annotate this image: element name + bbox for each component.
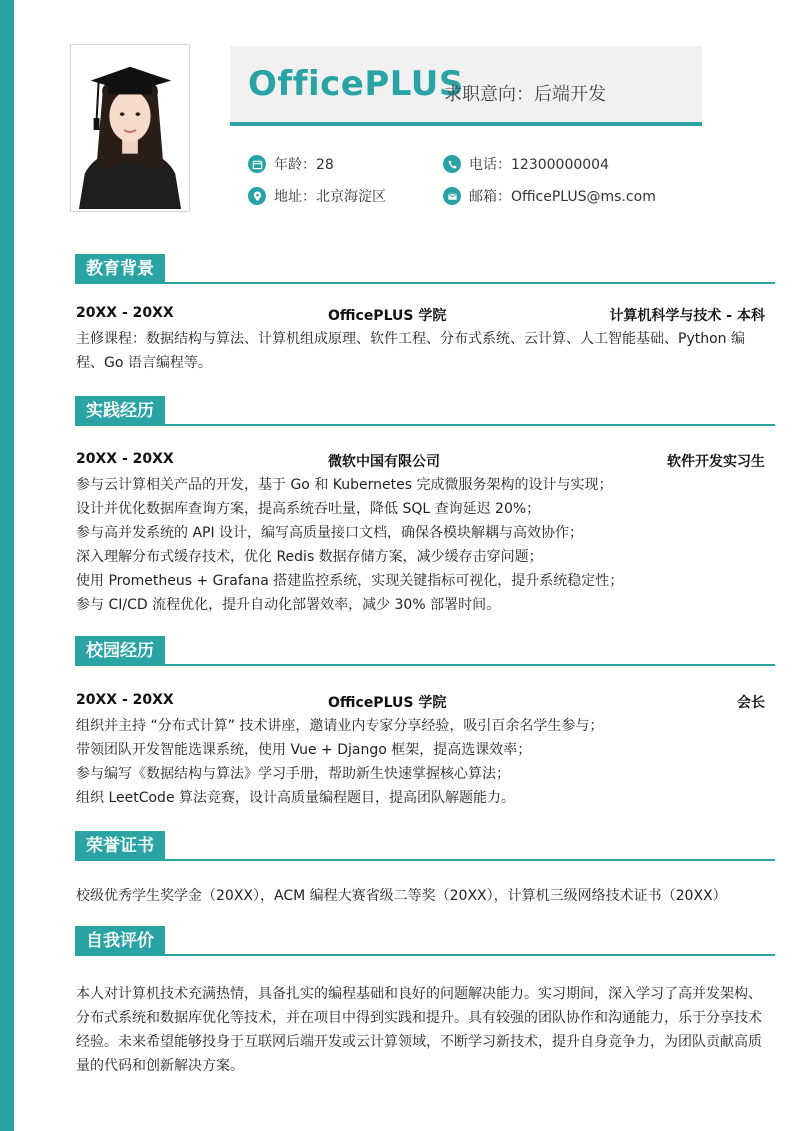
practice-company: 微软中国有限公司 — [328, 454, 440, 470]
mail-icon — [443, 187, 461, 205]
list-item: 设计并优化数据库查询方案，提高系统吞吐量，降低 SQL 查询延迟 20%； — [76, 501, 541, 517]
list-item: 参与编写《数据结构与算法》学习手册，帮助新生快速掌握核心算法； — [76, 766, 510, 782]
education-period: 20XX - 20XX — [76, 305, 174, 321]
phone-icon — [443, 155, 461, 173]
contact-address — [248, 186, 386, 206]
contact-email — [443, 186, 656, 206]
location-icon — [248, 187, 266, 205]
list-item: 参与云计算相关产品的开发，基于 Go 和 Kubernetes 完成微服务架构的设计与实现； — [76, 477, 613, 493]
campus-list — [76, 714, 766, 810]
campus-org: OfficePLUS 学院 — [328, 695, 447, 711]
contact-age — [248, 154, 334, 174]
list-item: 组织并主持 “分布式计算” 技术讲座，邀请业内专家分享经验，吸引百余名学生参与； — [76, 718, 604, 734]
contact-phone-text: 电话：12300000004 — [469, 157, 609, 173]
practice-role: 软件开发实习生 — [667, 454, 765, 470]
section-divider — [75, 282, 775, 284]
calendar-icon — [248, 155, 266, 173]
education-courses: 主修课程：数据结构与算法、计算机组成原理、软件工程、分布式系统、云计算、人工智能基础、Python 编程、Go 语言编程等。 — [76, 331, 745, 371]
section-title: 实践经历 — [75, 396, 165, 426]
campus-row — [76, 692, 765, 712]
list-item: 深入理解分布式缓存技术，优化 Redis 数据存储方案，减少缓存击穿问题； — [76, 549, 543, 565]
section-divider — [75, 664, 775, 666]
list-item: 带领团队开发智能选课系统，使用 Vue + Django 框架，提高选课效率； — [76, 742, 532, 758]
education-row — [76, 305, 765, 325]
list-item: 使用 Prometheus + Grafana 搭建监控系统，实现关键指标可视化，提升系统稳定性； — [76, 573, 624, 589]
honors-text: 校级优秀学生奖学金（20XX），ACM 编程大赛省级二等奖（20XX），计算机三级网络技术证书（20XX） — [76, 888, 727, 904]
contact-phone — [443, 154, 609, 174]
practice-period: 20XX - 20XX — [76, 451, 174, 467]
section-divider — [75, 424, 775, 426]
name-underline — [230, 122, 702, 126]
education-major: 计算机科学与技术 - 本科 — [609, 308, 765, 324]
list-item: 参与 CI/CD 流程优化，提升自动化部署效率，减少 30% 部署时间。 — [76, 597, 501, 613]
section-title: 荣誉证书 — [75, 831, 165, 861]
education-school: OfficePLUS 学院 — [328, 308, 447, 324]
left-accent-bar — [0, 0, 14, 1131]
campus-period: 20XX - 20XX — [76, 692, 174, 708]
profile-photo — [70, 44, 190, 212]
practice-row — [76, 451, 765, 471]
job-intent: 求职意向：后端开发 — [444, 84, 606, 105]
section-title: 教育背景 — [75, 254, 165, 284]
section-title: 校园经历 — [75, 636, 165, 666]
self-evaluation-text: 本人对计算机技术充满热情，具备扎实的编程基础和良好的问题解决能力。实习期间，深入学习了高并发架构、分布式系统和数据库优化等技术，并在项目中得到实践和提升。具有较强的团队协作和沟通能力，乐于分享技术经验。未来希望能够投身于互联网后端开发或云计算领域，不断学习新技术，提升自身竞争力，为团队贡献高质量的代码和创新解决方案。 — [76, 986, 762, 1074]
contact-address-text: 地址：北京海淀区 — [274, 189, 386, 205]
section-divider — [75, 954, 775, 956]
list-item: 参与高并发系统的 API 设计，编写高质量接口文档，确保各模块解耦与高效协作； — [76, 525, 584, 541]
section-divider — [75, 859, 775, 861]
contact-email-text: 邮箱：OfficePLUS@ms.com — [469, 189, 656, 205]
campus-role: 会长 — [737, 695, 765, 711]
section-title: 自我评价 — [75, 926, 165, 956]
contact-age-text: 年龄：28 — [274, 157, 334, 173]
list-item: 组织 LeetCode 算法竞赛，设计高质量编程题目，提高团队解题能力。 — [76, 790, 516, 806]
practice-list — [76, 473, 766, 617]
candidate-name: OfficePLUS — [248, 64, 464, 104]
